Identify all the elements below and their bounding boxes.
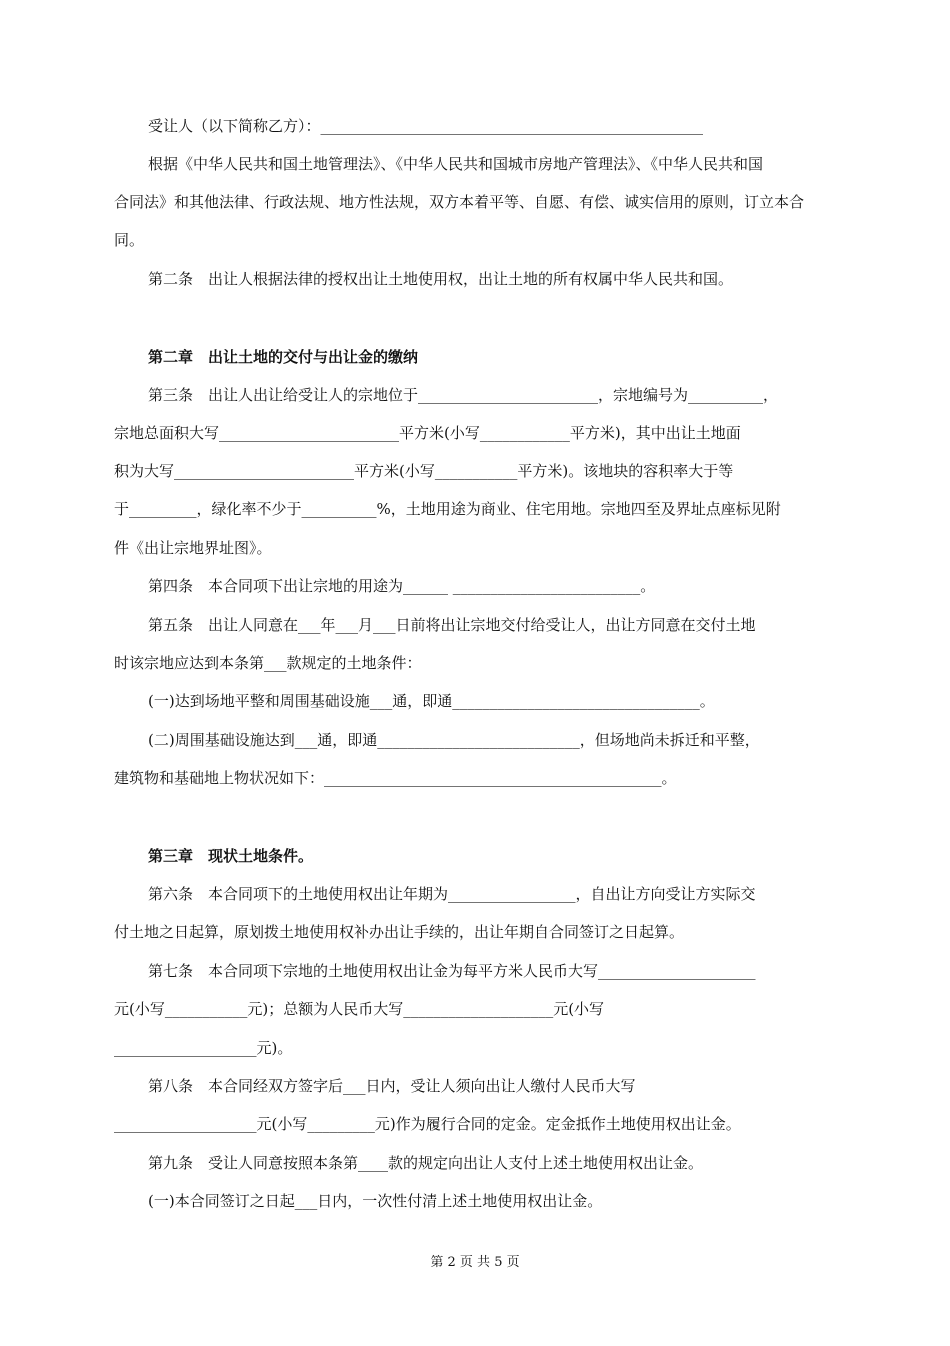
article-3-line-4: 于_________，绿化率不少于__________%，土地用途为商业、住宅用地。宗地四至及界址点座标见附 (114, 500, 781, 518)
page-footer: 第 2 页 共 5 页 (430, 1255, 520, 1270)
article-8-line-1: 第八条 本合同经双方签字后___日内，受让人须向出让人缴付人民币大写 (148, 1077, 636, 1095)
article-9-item-1: (一)本合同签订之日起___日内，一次性付清上述土地使用权出让金。 (148, 1192, 603, 1210)
transferee-line: 受让人（以下简称乙方）：___________________________________________________ (148, 117, 704, 135)
article-5-item-2-line-1: (二)周围基础设施达到___通，即通___________________________，但场地尚未拆迁和平整， (148, 731, 760, 749)
preamble-line-2: 合同法》和其他法律、行政法规、地方性法规，双方本着平等、自愿、有偿、诚实信用的原则，订立本合 (114, 193, 805, 211)
article-7-line-2: 元(小写___________元)；总额为人民币大写____________________元(小写 (114, 1000, 605, 1018)
chapter-2-heading: 第二章 出让土地的交付与出让金的缴纳 (148, 348, 419, 366)
article-3-line-2: 宗地总面积大写________________________平方米(小写____________平方米)，其中出让土地面 (114, 424, 741, 442)
article-5-line-1: 第五条 出让人同意在___年___月___日前将出让宗地交付给受让人，出让方同意在交付土地 (148, 616, 756, 634)
preamble-line-1: 根据《中华人民共和国土地管理法》、《中华人民共和国城市房地产管理法》、《中华人民共和国 (148, 155, 764, 173)
preamble-line-3: 同。 (114, 231, 145, 249)
article-6-line-1: 第六条 本合同项下的土地使用权出让年期为_________________，自出让方向受让方实际交 (148, 885, 756, 903)
article-3-line-1: 第三条 出让人出让给受让人的宗地位于________________________，宗地编号为__________， (148, 386, 779, 404)
article-6-line-2: 付土地之日起算，原划拨土地使用权补办出让手续的，出让年期自合同签订之日起算。 (114, 923, 685, 941)
article-5-item-1: (一)达到场地平整和周围基础设施___通，即通_________________________________。 (148, 692, 715, 710)
article-7-line-3: ___________________元)。 (114, 1039, 293, 1057)
article-5-item-2-line-2: 建筑物和基础地上物状况如下：_____________________________________________。 (114, 769, 677, 787)
article-4: 第四条 本合同项下出让宗地的用途为______ _________________________。 (148, 577, 656, 595)
article-9: 第九条 受让人同意按照本条第____款的规定向出让人支付上述土地使用权出让金。 (148, 1154, 704, 1172)
article-3-line-5: 件《出让宗地界址图》。 (114, 539, 272, 557)
article-5-line-2: 时该宗地应达到本条第___款规定的土地条件： (114, 654, 422, 672)
chapter-3-heading: 第三章 现状土地条件。 (148, 847, 314, 865)
article-8-line-2: ___________________元(小写_________元)作为履行合同的定金。定金抵作土地使用权出让金。 (114, 1115, 741, 1133)
article-3-line-3: 积为大写________________________平方米(小写___________平方米)。该地块的容积率大于等 (114, 462, 734, 480)
article-2: 第二条 出让人根据法律的授权出让土地使用权，出让土地的所有权属中华人民共和国。 (148, 270, 734, 288)
article-7-line-1: 第七条 本合同项下宗地的土地使用权出让金为每平方米人民币大写_____________________ (148, 962, 756, 980)
